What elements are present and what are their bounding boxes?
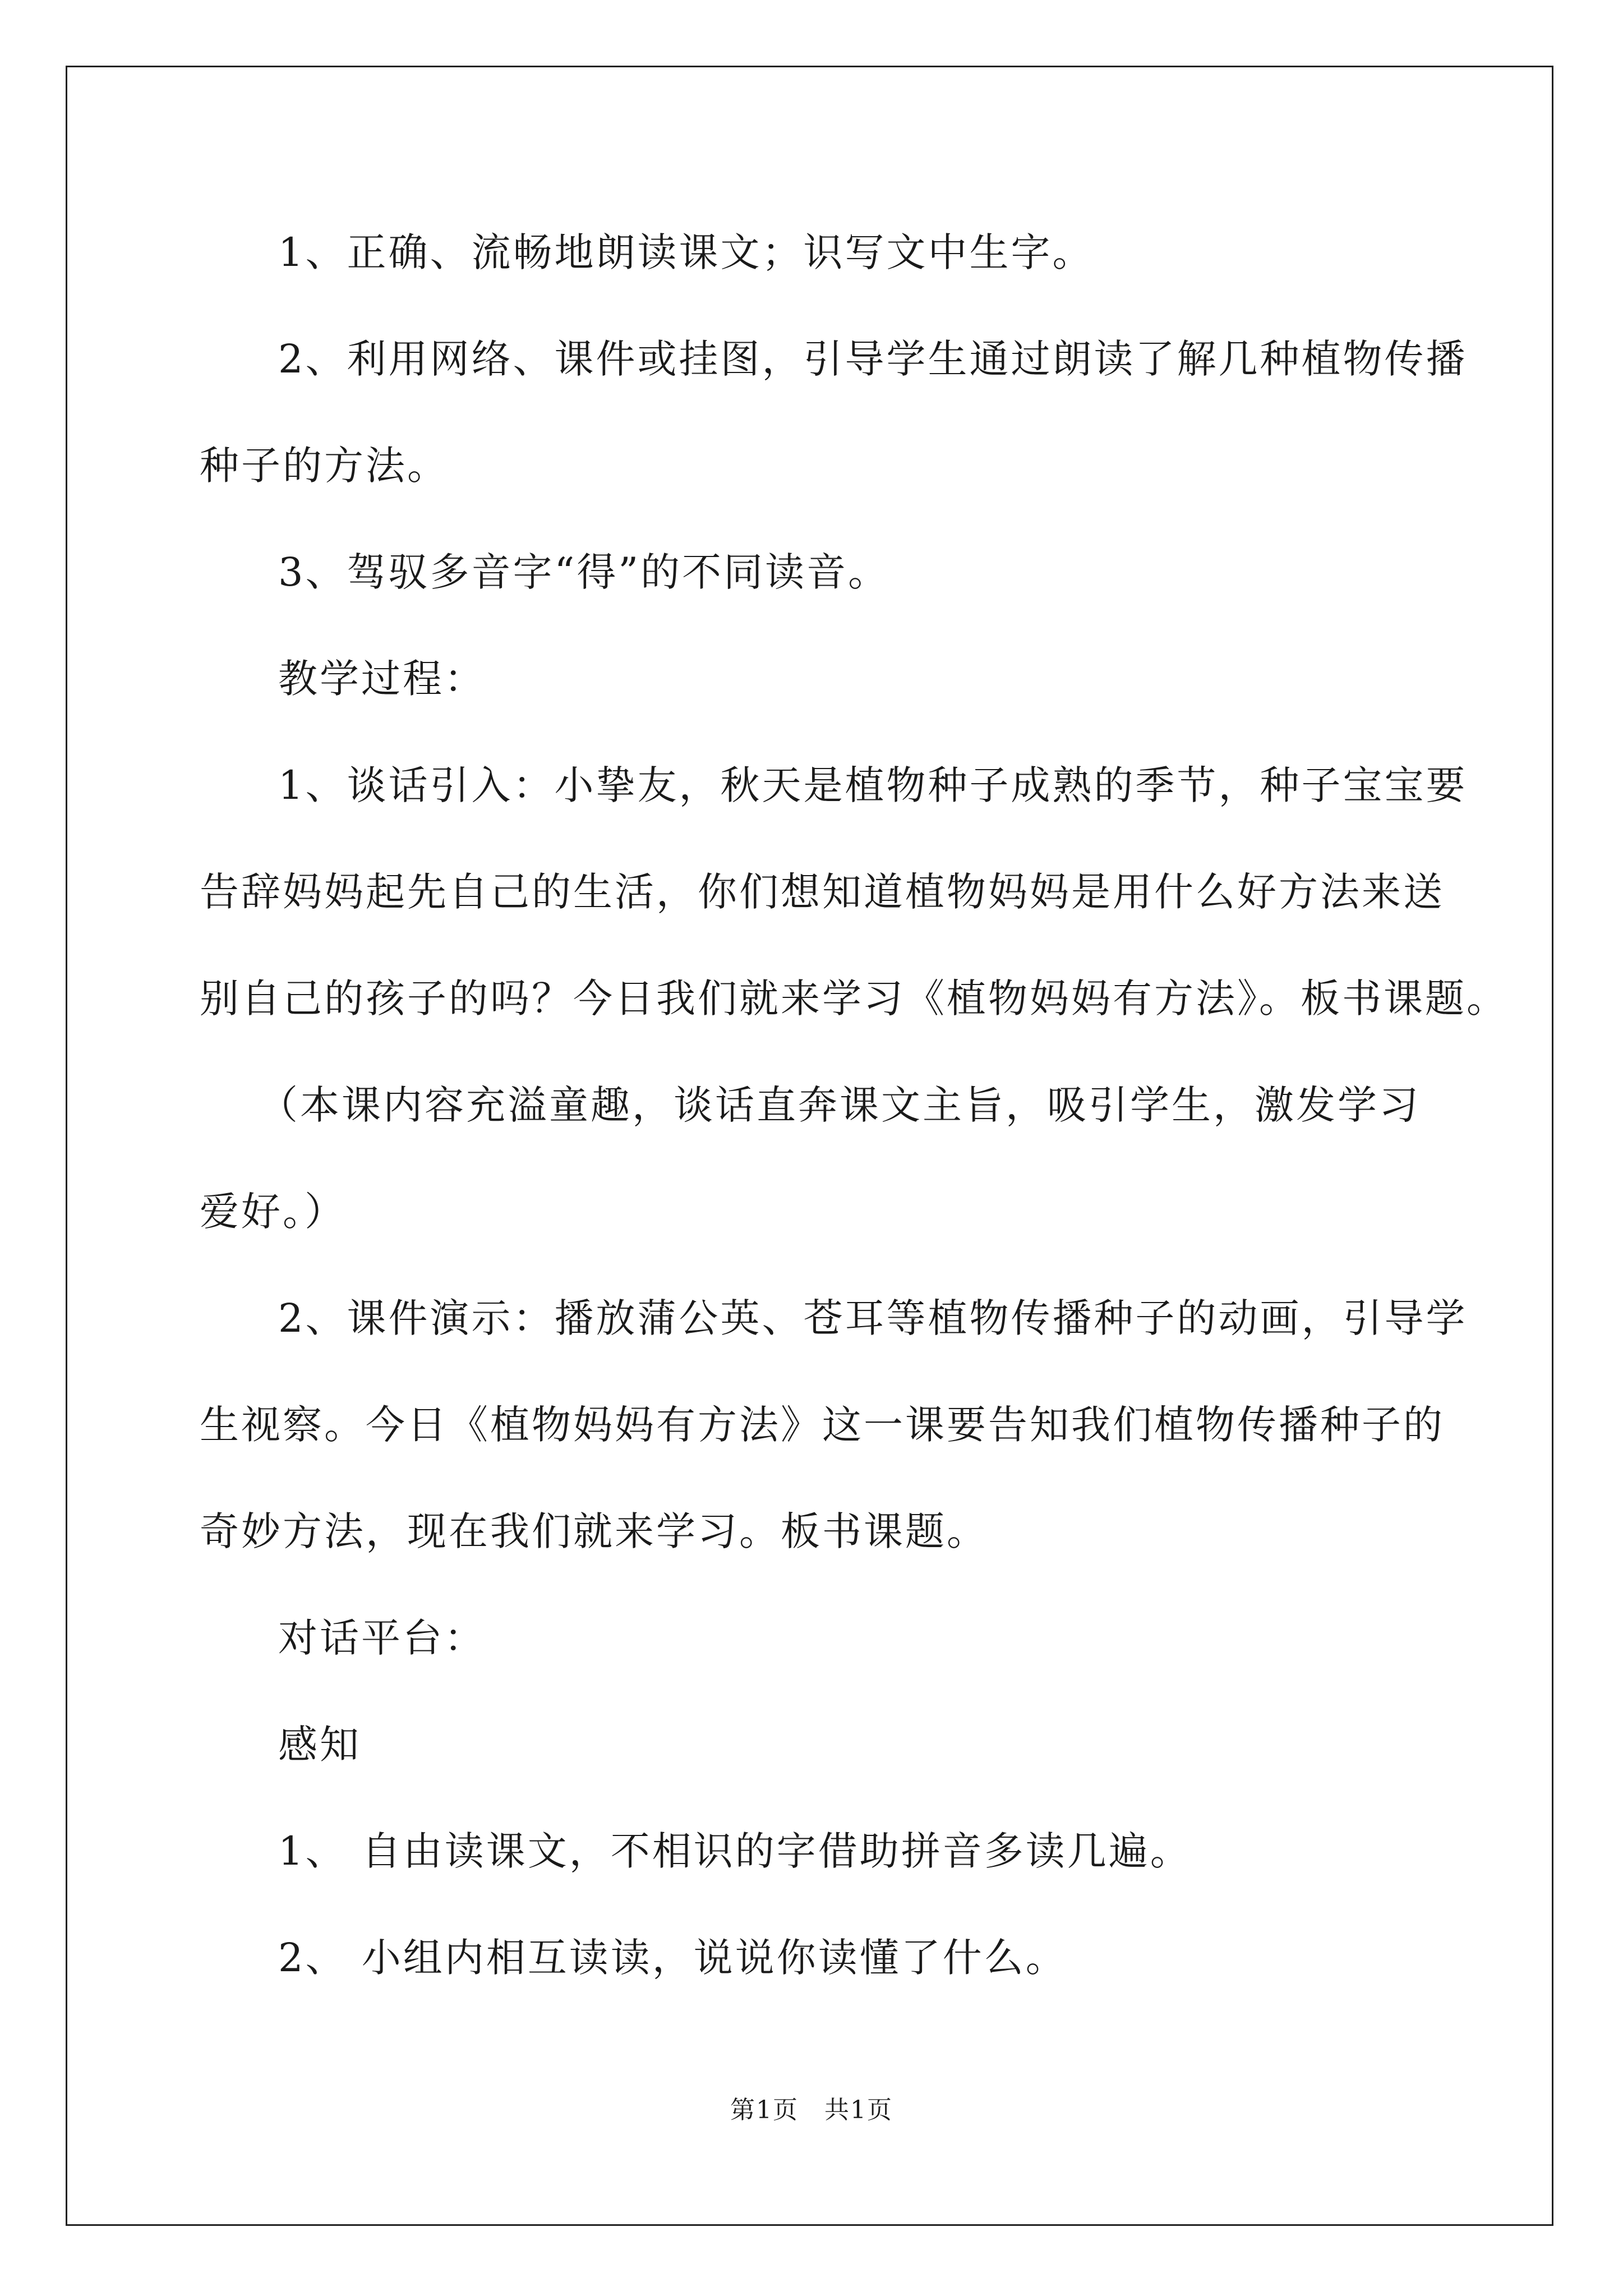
objective-3: 3、驾驭多音字“得”的不同读音。: [278, 549, 890, 595]
section-heading-process: 教学过程：: [278, 656, 486, 702]
step-2-line-3: 奇妙方法，现在我们就来学习。板书课题。: [200, 1508, 988, 1554]
objective-2-line-2: 种子的方法。: [200, 443, 449, 489]
step-1-line-2: 告辞妈妈起先自己的生活，你们想知道植物妈妈是用什么好方法来送: [200, 869, 1445, 915]
step-1-line-1: 1、谈话引入：小挚友，秋天是植物种子成熟的季节，种子宝宝要: [278, 762, 1468, 808]
section-heading-perception: 感知: [278, 1722, 361, 1768]
page-border: [66, 66, 1553, 2226]
page-number-footer: 第1页 共1页: [730, 2096, 893, 2124]
step-1-line-3: 别自己的孩子的吗？今日我们就来学习《植物妈妈有方法》。板书课题。: [200, 976, 1508, 1022]
step-2-line-2: 生视察。今日《植物妈妈有方法》这一课要告知我们植物传播种子的: [200, 1402, 1445, 1448]
objective-1: 1、正确、流畅地朗读课文；识写文中生字。: [278, 229, 1094, 275]
perception-item-1: 1、 自由读课文，不相识的字借助拼音多读几遍。: [278, 1828, 1192, 1874]
note-line-1: （本课内容充溢童趣，谈话直奔课文主旨，吸引学生，激发学习: [259, 1082, 1421, 1128]
objective-2-line-1: 2、利用网络、课件或挂图，引导学生通过朗读了解几种植物传播: [278, 336, 1468, 382]
note-line-2: 爱好。）: [200, 1189, 346, 1235]
step-2-line-1: 2、课件演示：播放蒲公英、苍耳等植物传播种子的动画，引导学: [278, 1295, 1468, 1341]
section-heading-dialogue: 对话平台：: [278, 1615, 486, 1661]
perception-item-2: 2、 小组内相互读读，说说你读懂了什么。: [278, 1935, 1067, 1981]
